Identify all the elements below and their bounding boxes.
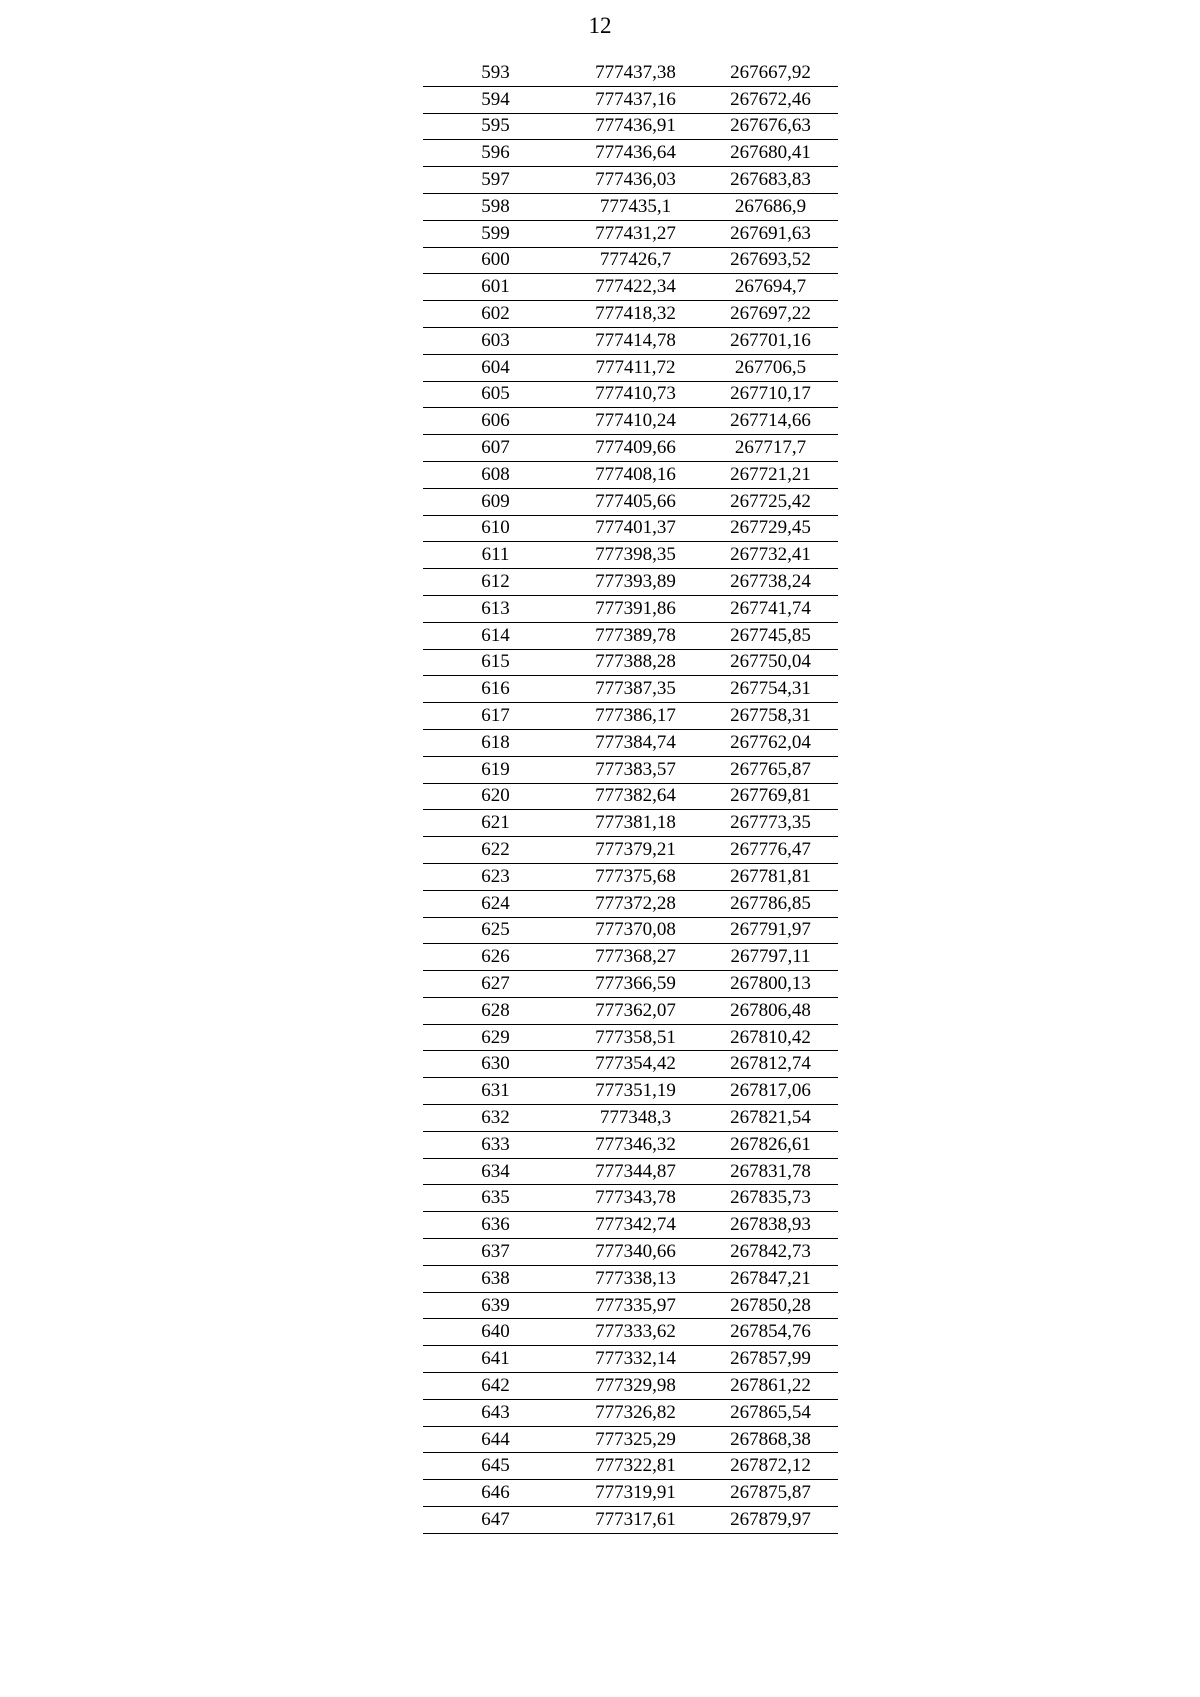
x-coordinate-cell: 777435,1 <box>599 195 672 217</box>
point-number-cell: 640 <box>481 1321 510 1343</box>
x-coordinate-cell: 777436,91 <box>595 115 676 137</box>
point-number-cell: 617 <box>481 705 510 727</box>
table-row <box>423 542 838 569</box>
x-coordinate-cell: 777329,98 <box>595 1374 676 1396</box>
point-number-cell: 608 <box>481 463 510 485</box>
point-number-cell: 646 <box>481 1482 510 1504</box>
point-number-cell: 616 <box>481 678 510 700</box>
y-coordinate-cell: 267786,85 <box>730 892 811 914</box>
table-row <box>423 194 838 221</box>
table-row <box>423 1453 838 1480</box>
point-number-cell: 623 <box>481 865 510 887</box>
y-coordinate-cell: 267762,04 <box>730 731 811 753</box>
x-coordinate-cell: 777346,32 <box>595 1133 676 1155</box>
table-row <box>423 1185 838 1212</box>
table-row <box>423 1507 838 1534</box>
table-row <box>423 248 838 275</box>
table-row <box>423 1480 838 1507</box>
table-row <box>423 757 838 784</box>
table-row <box>423 140 838 167</box>
y-coordinate-cell: 267667,92 <box>730 61 811 83</box>
table-row <box>423 837 838 864</box>
table-row <box>423 1239 838 1266</box>
table-row <box>423 623 838 650</box>
point-number-cell: 620 <box>481 785 510 807</box>
y-coordinate-cell: 267806,48 <box>730 999 811 1021</box>
y-coordinate-cell: 267781,81 <box>730 865 811 887</box>
x-coordinate-cell: 777398,35 <box>595 544 676 566</box>
point-number-cell: 593 <box>481 61 510 83</box>
table-row <box>423 382 838 409</box>
point-number-cell: 601 <box>481 276 510 298</box>
table-row <box>423 221 838 248</box>
point-number-cell: 612 <box>481 571 510 593</box>
y-coordinate-cell: 267868,38 <box>730 1428 811 1450</box>
y-coordinate-cell: 267812,74 <box>730 1053 811 1075</box>
table-row <box>423 328 838 355</box>
point-number-cell: 597 <box>481 169 510 191</box>
point-number-cell: 596 <box>481 142 510 164</box>
table-row <box>423 1400 838 1427</box>
table-row <box>423 489 838 516</box>
point-number-cell: 641 <box>481 1348 510 1370</box>
x-coordinate-cell: 777333,62 <box>595 1321 676 1343</box>
table-row <box>423 1212 838 1239</box>
x-coordinate-cell: 777391,86 <box>595 597 676 619</box>
table-row <box>423 114 838 141</box>
table-row <box>423 435 838 462</box>
x-coordinate-cell: 777437,16 <box>595 88 676 110</box>
x-coordinate-cell: 777386,17 <box>595 705 676 727</box>
table-row <box>423 810 838 837</box>
y-coordinate-cell: 267821,54 <box>730 1106 811 1128</box>
table-row <box>423 569 838 596</box>
table-row <box>423 1319 838 1346</box>
point-number-cell: 609 <box>481 490 510 512</box>
x-coordinate-cell: 777408,16 <box>595 463 676 485</box>
y-coordinate-cell: 267691,63 <box>730 222 811 244</box>
y-coordinate-cell: 267817,06 <box>730 1080 811 1102</box>
x-coordinate-cell: 777362,07 <box>595 999 676 1021</box>
point-number-cell: 619 <box>481 758 510 780</box>
y-coordinate-cell: 267835,73 <box>730 1187 811 1209</box>
table-row <box>423 355 838 382</box>
x-coordinate-cell: 777436,64 <box>595 142 676 164</box>
x-coordinate-cell: 777409,66 <box>595 437 676 459</box>
table-row <box>423 864 838 891</box>
x-coordinate-cell: 777348,3 <box>599 1106 672 1128</box>
point-number-cell: 638 <box>481 1267 510 1289</box>
point-number-cell: 614 <box>481 624 510 646</box>
x-coordinate-cell: 777381,18 <box>595 812 676 834</box>
x-coordinate-cell: 777335,97 <box>595 1294 676 1316</box>
x-coordinate-cell: 777338,13 <box>595 1267 676 1289</box>
x-coordinate-cell: 777317,61 <box>595 1508 676 1530</box>
x-coordinate-cell: 777340,66 <box>595 1240 676 1262</box>
y-coordinate-cell: 267769,81 <box>730 785 811 807</box>
x-coordinate-cell: 777426,7 <box>599 249 672 271</box>
y-coordinate-cell: 267776,47 <box>730 839 811 860</box>
point-number-cell: 639 <box>481 1294 510 1316</box>
y-coordinate-cell: 267686,9 <box>734 195 807 217</box>
x-coordinate-cell: 777410,24 <box>595 410 676 432</box>
y-coordinate-cell: 267773,35 <box>730 812 811 834</box>
point-number-cell: 647 <box>481 1508 510 1530</box>
point-number-cell: 605 <box>481 383 510 405</box>
table-row <box>423 1266 838 1293</box>
table-row <box>423 60 838 87</box>
point-number-cell: 626 <box>481 946 510 968</box>
point-number-cell: 615 <box>481 651 510 673</box>
x-coordinate-cell: 777401,37 <box>595 517 676 539</box>
point-number-cell: 636 <box>481 1214 510 1236</box>
y-coordinate-cell: 267672,46 <box>730 88 811 110</box>
table-row <box>423 1051 838 1078</box>
table-row <box>423 676 838 703</box>
table-row <box>423 87 838 114</box>
y-coordinate-cell: 267838,93 <box>730 1214 811 1236</box>
y-coordinate-cell: 267810,42 <box>730 1026 811 1048</box>
table-row <box>423 274 838 301</box>
table-row <box>423 891 838 918</box>
y-coordinate-cell: 267732,41 <box>730 544 811 566</box>
point-number-cell: 613 <box>481 597 510 619</box>
y-coordinate-cell: 267697,22 <box>730 303 811 325</box>
table-row <box>423 918 838 945</box>
point-number-cell: 631 <box>481 1080 510 1102</box>
x-coordinate-cell: 777384,74 <box>595 731 676 753</box>
table-row <box>423 784 838 811</box>
y-coordinate-cell: 267865,54 <box>730 1401 811 1423</box>
point-number-cell: 606 <box>481 410 510 432</box>
y-coordinate-cell: 267754,31 <box>730 678 811 700</box>
point-number-cell: 599 <box>481 222 510 244</box>
y-coordinate-cell: 267676,63 <box>730 115 811 137</box>
y-coordinate-cell: 267717,7 <box>734 437 807 459</box>
x-coordinate-cell: 777382,64 <box>595 785 676 807</box>
point-number-cell: 603 <box>481 329 510 351</box>
point-number-cell: 627 <box>481 972 510 994</box>
table-row <box>423 1078 838 1105</box>
y-coordinate-cell: 267850,28 <box>730 1294 811 1316</box>
point-number-cell: 594 <box>481 88 510 110</box>
x-coordinate-cell: 777370,08 <box>595 919 676 941</box>
y-coordinate-cell: 267861,22 <box>730 1374 811 1396</box>
table-row <box>423 1346 838 1373</box>
x-coordinate-cell: 777436,03 <box>595 169 676 191</box>
table-row <box>423 703 838 730</box>
point-number-cell: 600 <box>481 249 510 271</box>
y-coordinate-cell: 267847,21 <box>730 1267 811 1289</box>
y-coordinate-cell: 267714,66 <box>730 410 811 432</box>
y-coordinate-cell: 267875,87 <box>730 1482 811 1504</box>
y-coordinate-cell: 267750,04 <box>730 651 811 673</box>
table-row <box>423 1132 838 1159</box>
y-coordinate-cell: 267701,16 <box>730 329 811 351</box>
x-coordinate-cell: 777343,78 <box>595 1187 676 1209</box>
y-coordinate-cell: 267706,5 <box>734 356 807 378</box>
x-coordinate-cell: 777342,74 <box>595 1214 676 1236</box>
x-coordinate-cell: 777332,14 <box>595 1348 676 1370</box>
x-coordinate-cell: 777393,89 <box>595 571 676 593</box>
point-number-cell: 629 <box>481 1026 510 1048</box>
point-number-cell: 611 <box>481 544 510 566</box>
point-number-cell: 595 <box>481 115 510 137</box>
point-number-cell: 624 <box>481 892 510 914</box>
y-coordinate-cell: 267800,13 <box>730 972 811 994</box>
x-coordinate-cell: 777414,78 <box>595 329 676 351</box>
point-number-cell: 602 <box>481 303 510 325</box>
table-row <box>423 596 838 623</box>
y-coordinate-cell: 267725,42 <box>730 490 811 512</box>
x-coordinate-cell: 777422,34 <box>595 276 676 298</box>
point-number-cell: 643 <box>481 1401 510 1423</box>
point-number-cell: 644 <box>481 1428 510 1450</box>
y-coordinate-cell: 267758,31 <box>730 705 811 727</box>
y-coordinate-cell: 267738,24 <box>730 571 811 593</box>
x-coordinate-cell: 777366,59 <box>595 972 676 994</box>
y-coordinate-cell: 267765,87 <box>730 758 811 780</box>
y-coordinate-cell: 267879,97 <box>730 1508 811 1530</box>
table-row <box>423 167 838 194</box>
x-coordinate-cell: 777383,57 <box>595 758 676 780</box>
x-coordinate-cell: 777326,82 <box>595 1401 676 1423</box>
table-row <box>423 516 838 543</box>
table-row <box>423 408 838 435</box>
point-number-cell: 628 <box>481 999 510 1021</box>
point-number-cell: 630 <box>481 1053 510 1075</box>
y-coordinate-cell: 267680,41 <box>730 142 811 164</box>
x-coordinate-cell: 777351,19 <box>595 1080 676 1102</box>
x-coordinate-cell: 777437,38 <box>595 61 676 83</box>
x-coordinate-cell: 777405,66 <box>595 490 676 512</box>
point-number-cell: 604 <box>481 356 510 378</box>
y-coordinate-cell: 267831,78 <box>730 1160 811 1182</box>
x-coordinate-cell: 777431,27 <box>595 222 676 244</box>
point-number-cell: 633 <box>481 1133 510 1155</box>
y-coordinate-cell: 267729,45 <box>730 517 811 539</box>
x-coordinate-cell: 777358,51 <box>595 1026 676 1048</box>
x-coordinate-cell: 777387,35 <box>595 678 676 700</box>
y-coordinate-cell: 267694,7 <box>734 276 807 298</box>
table-row <box>423 944 838 971</box>
point-number-cell: 625 <box>481 919 510 941</box>
y-coordinate-cell: 267872,12 <box>730 1455 811 1477</box>
table-row <box>423 971 838 998</box>
page-number: 12 <box>588 13 612 38</box>
table-row <box>423 1293 838 1320</box>
point-number-cell: 607 <box>481 437 510 459</box>
point-number-cell: 622 <box>481 839 510 860</box>
y-coordinate-cell: 267693,52 <box>730 249 811 271</box>
point-number-cell: 598 <box>481 195 510 217</box>
table-row <box>423 1025 838 1052</box>
table-row <box>423 462 838 489</box>
y-coordinate-cell: 267797,11 <box>730 946 811 968</box>
y-coordinate-cell: 267745,85 <box>730 624 811 646</box>
x-coordinate-cell: 777372,28 <box>595 892 676 914</box>
table-row <box>423 650 838 677</box>
point-number-cell: 618 <box>481 731 510 753</box>
x-coordinate-cell: 777410,73 <box>595 383 676 405</box>
coordinates-table <box>423 60 838 1534</box>
point-number-cell: 642 <box>481 1374 510 1396</box>
y-coordinate-cell: 267741,74 <box>730 597 811 619</box>
y-coordinate-cell: 267791,97 <box>730 919 811 941</box>
x-coordinate-cell: 777388,28 <box>595 651 676 673</box>
table-row <box>423 998 838 1025</box>
point-number-cell: 632 <box>481 1106 510 1128</box>
point-number-cell: 610 <box>481 517 510 539</box>
x-coordinate-cell: 777322,81 <box>595 1455 676 1477</box>
x-coordinate-cell: 777344,87 <box>595 1160 676 1182</box>
table-row <box>423 1373 838 1400</box>
point-number-cell: 621 <box>481 812 510 834</box>
point-number-cell: 645 <box>481 1455 510 1477</box>
point-number-cell: 635 <box>481 1187 510 1209</box>
x-coordinate-cell: 777325,29 <box>595 1428 676 1450</box>
table-row <box>423 301 838 328</box>
x-coordinate-cell: 777375,68 <box>595 865 676 887</box>
x-coordinate-cell: 777418,32 <box>595 303 676 325</box>
y-coordinate-cell: 267854,76 <box>730 1321 811 1343</box>
y-coordinate-cell: 267683,83 <box>730 169 811 191</box>
x-coordinate-cell: 777319,91 <box>595 1482 676 1504</box>
y-coordinate-cell: 267857,99 <box>730 1348 811 1370</box>
y-coordinate-cell: 267721,21 <box>730 463 811 485</box>
x-coordinate-cell: 777389,78 <box>595 624 676 646</box>
point-number-cell: 637 <box>481 1240 510 1262</box>
x-coordinate-cell: 777379,21 <box>595 839 676 860</box>
y-coordinate-cell: 267710,17 <box>730 383 811 405</box>
y-coordinate-cell: 267842,73 <box>730 1240 811 1262</box>
x-coordinate-cell: 777354,42 <box>595 1053 676 1075</box>
table-row <box>423 1105 838 1132</box>
table-row <box>423 1427 838 1454</box>
y-coordinate-cell: 267826,61 <box>730 1133 811 1155</box>
x-coordinate-cell: 777368,27 <box>595 946 676 968</box>
x-coordinate-cell: 777411,72 <box>595 356 676 378</box>
table-row <box>423 730 838 757</box>
table-row <box>423 1159 838 1186</box>
point-number-cell: 634 <box>481 1160 510 1182</box>
